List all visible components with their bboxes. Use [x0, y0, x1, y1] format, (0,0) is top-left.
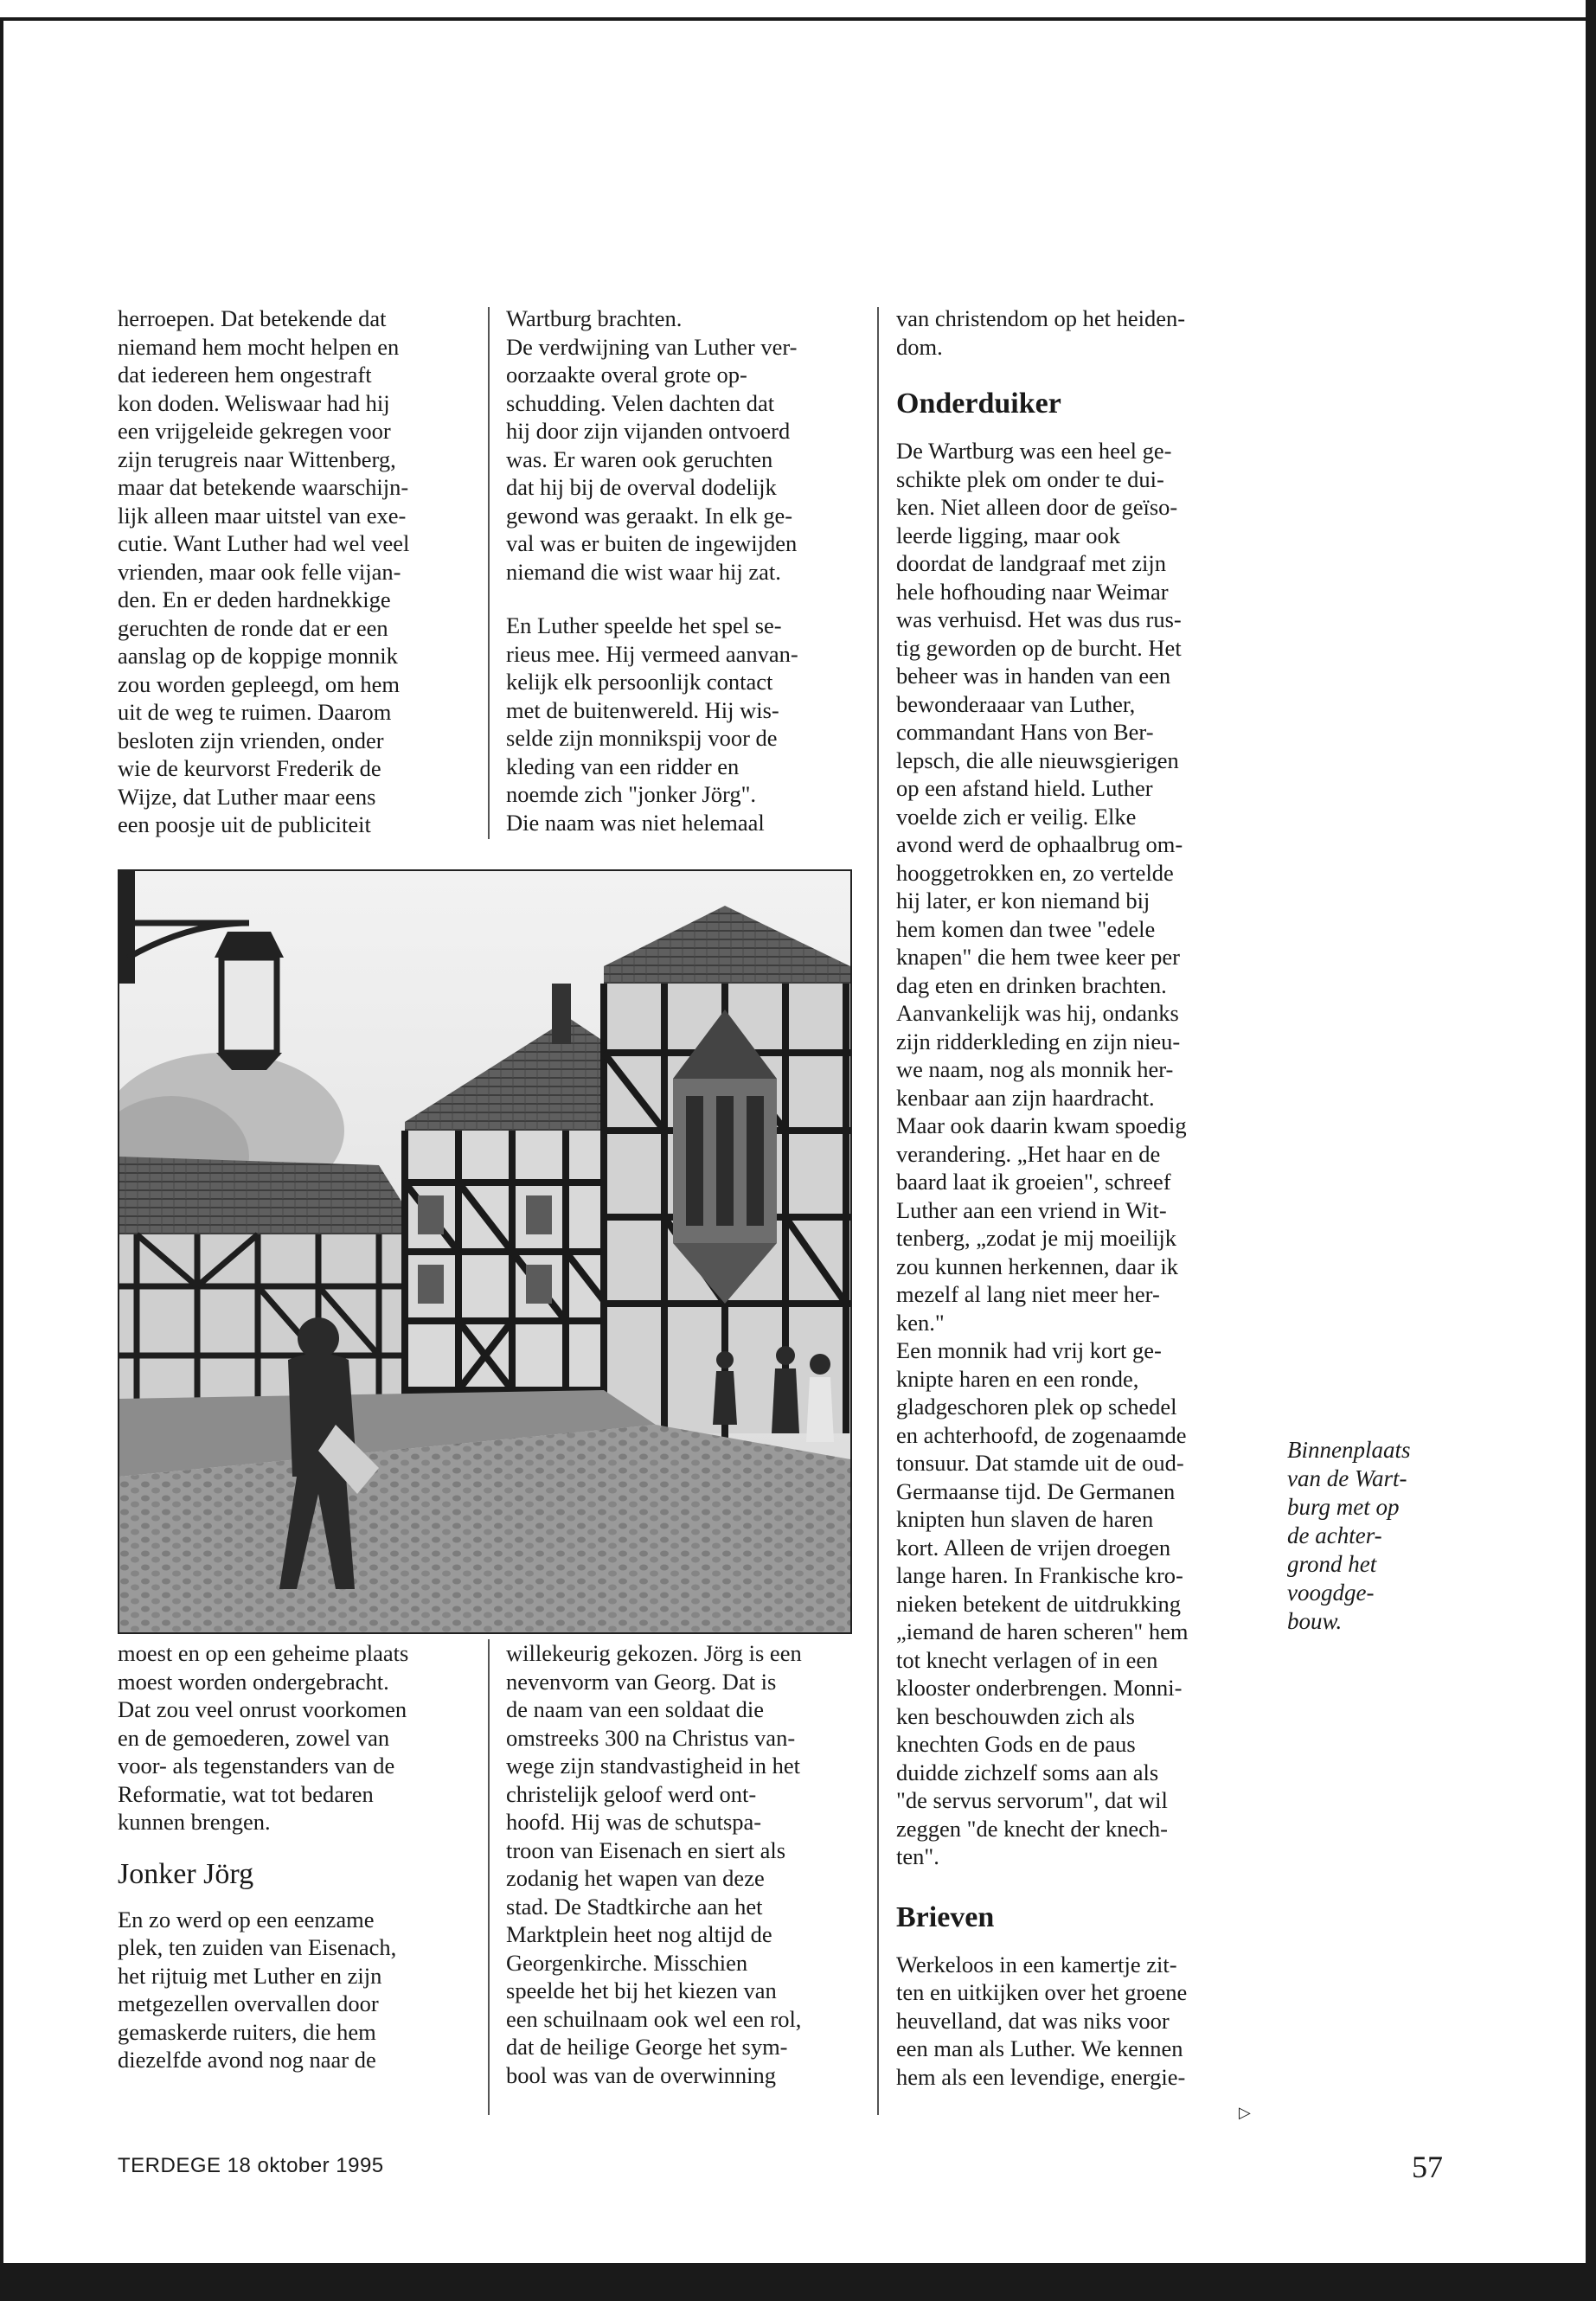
text-line: maar dat betekende waarschijn- — [118, 474, 409, 500]
text-line: „iemand de haren scheren" hem — [896, 1618, 1189, 1644]
text-line: Maar ook daarin kwam spoedig — [896, 1112, 1187, 1138]
text-line: verandering. „Het haar en de — [896, 1140, 1161, 1167]
text-line: willekeurig gekozen. Jörg is een — [506, 1640, 802, 1666]
heading-onderduiker: Onderduiker — [896, 388, 1061, 420]
text-line: vrienden, maar ook felle vijan- — [118, 558, 401, 585]
text-line: commandant Hans von Ber- — [896, 719, 1154, 745]
text-line: dat de heilige George het sym- — [506, 2034, 788, 2060]
text-line: knipten hun slaven de haren — [896, 1506, 1154, 1532]
column-3-onderduiker-text — [896, 437, 1259, 1871]
text-line: metgezellen overvallen door — [118, 1990, 379, 2016]
text-line: op een afstand hield. Luther — [896, 775, 1153, 801]
text-line: bewonderaaar van Luther, — [896, 690, 1136, 717]
column-1-bottom-text — [118, 1639, 464, 1836]
column-3-brieven-text — [896, 1951, 1259, 2092]
text-line: Werkeloos in een kamertje zit- — [896, 1951, 1177, 1977]
text-line: gladgeschoren plek op schedel — [896, 1394, 1177, 1420]
page-number: 57 — [1412, 2150, 1443, 2184]
text-line: tonsuur. Dat stamde uit de oud- — [896, 1450, 1184, 1476]
text-line: was verhuisd. Het was dus rus- — [896, 606, 1182, 632]
column-2-paragraph-1 — [506, 304, 852, 586]
text-line: gewond was geraakt. In elk ge- — [506, 502, 793, 529]
text-line: gemaskerde ruiters, die hem — [118, 2018, 376, 2045]
text-line: wege zijn standvastigheid in het — [506, 1753, 800, 1779]
text-line: selde zijn monnikspij voor de — [506, 725, 778, 751]
text-line: ken. Niet alleen door de geïso- — [896, 494, 1178, 520]
text-line: doordat de landgraaf met zijn — [896, 550, 1166, 576]
text-line: besloten zijn vrienden, onder — [118, 727, 384, 753]
text-line: kelijk elk persoonlijk contact — [506, 669, 773, 695]
column-3-intro — [896, 304, 1259, 361]
text-line: hem als een levendige, energie- — [896, 2063, 1186, 2090]
text-line: voogdge- — [1287, 1580, 1375, 1606]
text-line: van de Wart- — [1287, 1465, 1407, 1491]
photo-caption — [1287, 1436, 1460, 1636]
text-line: leerde ligging, maar ook — [896, 522, 1121, 548]
text-line: wie de keurvorst Frederik de — [118, 755, 381, 781]
heading-brieven: Brieven — [896, 1900, 995, 1933]
text-line: niemand hem mocht helpen en — [118, 333, 400, 360]
column-rule-1-bottom — [488, 1639, 490, 2115]
text-line: hij later, er kon niemand bij — [896, 888, 1151, 913]
text-line: rieus mee. Hij vermeed aanvan- — [506, 640, 798, 667]
text-line: troon van Eisenach en siert als — [506, 1836, 786, 1863]
text-line: dag eten en drinken brachten. — [896, 971, 1167, 998]
text-line: voor- als tegenstanders van de — [118, 1753, 395, 1779]
continue-arrow-icon: ▷ — [1239, 2104, 1251, 2122]
text-line: den. En er deden hardnekkige — [118, 586, 391, 612]
text-line: speelde het bij het kiezen van — [506, 1977, 777, 2003]
text-line: dat iedereen hem ongestraft — [118, 362, 372, 388]
text-line: bouw. — [1287, 1608, 1343, 1634]
text-line: van christendom op het heiden- — [896, 305, 1186, 331]
heading-jonker-jorg: Jonker Jörg — [118, 1857, 254, 1890]
text-line: De Wartburg was een heel ge- — [896, 438, 1172, 464]
text-line: geruchten de ronde dat er een — [118, 614, 388, 641]
page-top-margin — [0, 0, 1596, 26]
text-line: diezelfde avond nog naar de — [118, 2047, 376, 2073]
text-line: Reformatie, wat tot bedaren — [118, 1780, 374, 1807]
text-line: zou worden gepleegd, om hem — [118, 670, 400, 697]
text-line: met de buitenwereld. Hij wis- — [506, 696, 779, 723]
text-line: kort. Alleen de vrijen droegen — [896, 1534, 1171, 1561]
text-line: grond het — [1287, 1551, 1377, 1577]
text-line: dom. — [896, 333, 943, 360]
text-line: knechten Gods en de paus — [896, 1731, 1136, 1757]
text-line: Georgenkirche. Misschien — [506, 1949, 748, 1976]
text-line: ten en uitkijken over het groene — [896, 1979, 1188, 2005]
text-line: ken." — [896, 1309, 945, 1336]
text-line: avond werd de ophaalbrug om- — [896, 831, 1183, 857]
text-line: hem komen dan twee "edele — [896, 915, 1156, 942]
text-line: Luther aan een vriend in Wit- — [896, 1196, 1167, 1223]
text-line: En zo werd op een eenzame — [118, 1906, 375, 1932]
text-line: ten". — [896, 1843, 939, 1869]
text-line: en achterhoofd, de zogenaamde — [896, 1421, 1187, 1448]
text-line: zou kunnen herkennen, daar ik — [896, 1253, 1178, 1279]
text-line: een vrijgeleide gekregen voor — [118, 418, 391, 444]
text-line: hij door zijn vijanden ontvoerd — [506, 418, 791, 444]
text-line: kunnen brengen. — [118, 1809, 271, 1835]
text-line: hele hofhouding naar Weimar — [896, 578, 1169, 605]
column-3 — [896, 304, 1259, 2091]
footer-publication: TERDEGE 18 oktober 1995 — [118, 2154, 384, 2177]
text-line: dat hij bij de overval dodelijk — [506, 474, 777, 500]
text-line: hoofd. Hij was de schutspa- — [506, 1809, 762, 1835]
text-line: val was er buiten de ingewijden — [506, 530, 798, 556]
text-line: een man als Luther. We kennen — [896, 2035, 1183, 2061]
text-line: kleding van een ridder en — [506, 753, 740, 779]
brieven-lines — [896, 1951, 1259, 2092]
text-line: lange haren. In Frankische kro- — [896, 1562, 1183, 1588]
text-line: En Luther speelde het spel se- — [506, 612, 782, 638]
text-line: Die naam was niet helemaal — [506, 809, 765, 836]
photo-wartburg-courtyard — [118, 869, 852, 1634]
text-line: De verdwijning van Luther ver- — [506, 333, 798, 360]
text-line: tot knecht verlagen of in een — [896, 1646, 1158, 1673]
text-line: klooster onderbrengen. Monni- — [896, 1675, 1183, 1701]
scan-edge-right — [1586, 0, 1596, 2301]
text-line: knipte haren en een ronde, — [896, 1365, 1139, 1392]
text-line: de naam van een soldaat die — [506, 1696, 764, 1722]
text-line: kon doden. Weliswaar had hij — [118, 389, 390, 416]
text-line: kenbaar aan zijn haardracht. — [896, 1084, 1155, 1111]
scan-edge-bottom — [0, 2263, 1596, 2301]
text-line: niemand die wist waar hij zat. — [506, 558, 781, 585]
text-line: het rijtuig met Luther en zijn — [118, 1962, 382, 1989]
text-line: een poosje uit de publiciteit — [118, 811, 371, 837]
text-line: "de servus servorum", dat wil — [896, 1787, 1168, 1813]
text-line: we naam, nog als monnik her- — [896, 1056, 1174, 1082]
text-line: uit de weg te ruimen. Daarom — [118, 699, 392, 725]
column-2-bottom — [506, 1639, 852, 2089]
column-2-top — [506, 304, 852, 836]
text-line: schudding. Velen dachten dat — [506, 389, 775, 416]
text-line: cutie. Want Luther had wel veel — [118, 530, 410, 556]
text-line: stad. De Stadtkirche aan het — [506, 1893, 763, 1920]
text-line: duidde zichzelf soms aan als — [896, 1759, 1159, 1785]
text-line: knapen" die hem twee keer per — [896, 944, 1180, 970]
text-line: Binnenplaats — [1287, 1437, 1411, 1463]
text-line: beheer was in handen van een — [896, 663, 1171, 689]
text-line: zeggen "de knecht der knech- — [896, 1815, 1168, 1842]
text-line: hooggetrokken en, zo vertelde — [896, 859, 1174, 886]
scan-edge-left — [0, 17, 3, 2284]
text-line: ken beschouwden zich als — [896, 1702, 1135, 1729]
text-line: nieken betekent de uitdrukking — [896, 1590, 1181, 1617]
text-line: Een monnik had vrij kort ge- — [896, 1337, 1162, 1363]
text-line: de achter- — [1287, 1522, 1382, 1548]
text-line: tig geworden op de burcht. Het — [896, 634, 1182, 661]
text-line: nevenvorm van Georg. Dat is — [506, 1668, 777, 1695]
text-line: moest en op een geheime plaats — [118, 1640, 409, 1666]
text-line: Marktplein heet nog altijd de — [506, 1921, 772, 1947]
text-line: baard laat ik groeien", schreef — [896, 1169, 1171, 1195]
column-1-bottom — [118, 1639, 464, 2074]
text-line: bool was van de overwinning — [506, 2061, 777, 2088]
text-line: omstreeks 300 na Christus van- — [506, 1724, 796, 1751]
text-line: mezelf al lang niet meer her- — [896, 1281, 1160, 1307]
column-1-jonker-text — [118, 1906, 464, 2074]
text-line: zijn terugreis naar Wittenberg, — [118, 445, 396, 472]
text-line: voelde zich er veilig. Elke — [896, 803, 1137, 830]
text-line: was. Er waren ook geruchten — [506, 445, 773, 472]
text-line: zodanig het wapen van deze — [506, 1865, 765, 1891]
text-line: Aanvankelijk was hij, ondanks — [896, 1000, 1179, 1026]
text-line: heuvelland, dat was niks voor — [896, 2007, 1170, 2034]
column-rule-1-top — [488, 307, 490, 839]
text-line: een schuilnaam ook wel een rol, — [506, 2005, 802, 2032]
text-line: Dat zou veel onrust voorkomen — [118, 1696, 407, 1722]
text-line: christelijk geloof werd ont- — [506, 1780, 757, 1807]
photo-illustration — [119, 871, 850, 1632]
column-rule-2 — [877, 307, 879, 2115]
text-line: Germaanse tijd. De Germanen — [896, 1477, 1176, 1504]
text-line: tenberg, „zodat je mij moeilijk — [896, 1225, 1177, 1251]
text-line: herroepen. Dat betekende dat — [118, 305, 387, 331]
scan-edge-top — [0, 17, 1596, 21]
text-line: schikte plek om onder te dui- — [896, 465, 1164, 492]
text-line: lepsch, die alle nieuwsgierigen — [896, 747, 1179, 773]
text-line: Wijze, dat Luther maar eens — [118, 783, 376, 810]
text-line: moest worden ondergebracht. — [118, 1668, 389, 1695]
text-line: noemde zich "jonker Jörg". — [506, 781, 757, 807]
text-line: Wartburg brachten. — [506, 305, 683, 331]
text-line: burg met op — [1287, 1494, 1400, 1520]
column-2-paragraph-2 — [506, 612, 852, 836]
text-line: oorzaakte overal grote op- — [506, 362, 747, 388]
text-line: zijn ridderkleding en zijn nieu- — [896, 1028, 1181, 1054]
text-line: aanslag op de koppige monnik — [118, 643, 398, 669]
text-line: plek, ten zuiden van Eisenach, — [118, 1934, 397, 1960]
column-1-top — [118, 304, 464, 839]
text-line: lijk alleen maar uitstel van exe- — [118, 502, 407, 529]
text-line: en de gemoederen, zowel van — [118, 1724, 390, 1751]
